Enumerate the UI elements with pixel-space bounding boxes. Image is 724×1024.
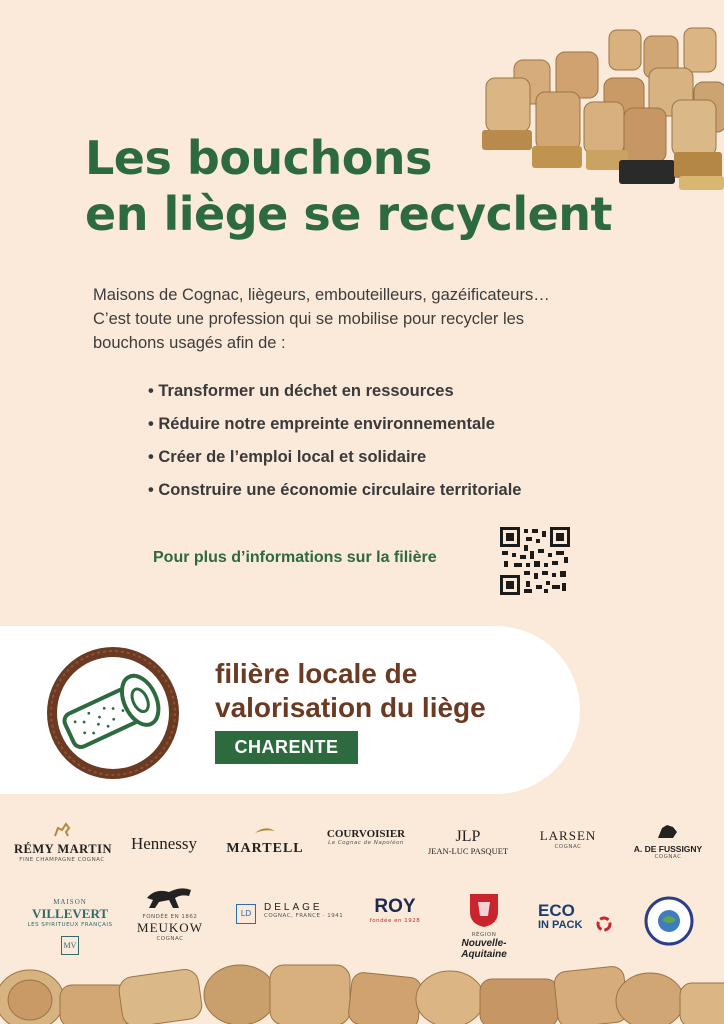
program-name-line-1: filière locale de	[215, 658, 418, 689]
list-item: • Construire une économie circulaire territoriale	[148, 477, 668, 510]
swift-icon	[254, 825, 276, 837]
delage-sub: COGNAC, FRANCE · 1941	[264, 913, 344, 919]
meukow-name: MEUKOW	[137, 920, 203, 935]
region-name-1: Nouvelle-	[461, 938, 507, 949]
delage-logo	[234, 902, 344, 919]
region-badge: CHARENTE	[215, 731, 358, 764]
page-title	[85, 130, 645, 242]
courvoisier-name: COURVOISIER	[326, 828, 406, 840]
roy-name: ROY	[374, 896, 416, 917]
region-name-2: Aquitaine	[461, 949, 507, 960]
villevert-name: VILLEVERT	[31, 906, 109, 921]
association-seal-icon	[644, 896, 694, 946]
panther-icon	[145, 884, 195, 910]
roy-sub: fondée en 1928	[369, 918, 421, 924]
nouvelle-aquitaine-logo	[448, 892, 520, 960]
goals-list	[148, 378, 668, 510]
jlp-name: JEAN-LUC PASQUET	[427, 846, 509, 856]
hennessy-name: Hennessy	[130, 834, 198, 853]
program-name-line-2: valorisation du liège	[215, 692, 486, 723]
program-name	[215, 657, 575, 725]
courvoisier-sub: Le Cognac de Napoléon	[328, 840, 404, 846]
roy-logo	[362, 896, 428, 924]
list-item: • Créer de l’emploi local et solidaire	[148, 444, 668, 477]
qr-code[interactable]	[500, 527, 570, 595]
intro-line-1: Maisons de Cognac, liègeurs, embouteilleurs, gazéificateurs…	[93, 286, 550, 304]
villevert-logo	[22, 898, 118, 955]
remy-martin-sub: FINE CHAMPAGNE COGNAC	[19, 857, 105, 863]
centaur-icon	[52, 822, 72, 838]
courvoisier-logo	[326, 828, 406, 846]
list-item: • Réduire notre empreinte environnementale	[148, 411, 668, 444]
remy-martin-logo	[14, 822, 110, 863]
martell-name: MARTELL	[226, 841, 304, 856]
eco-in-pack-name-2: IN PACK	[538, 919, 583, 931]
villevert-monogram: MV	[61, 936, 80, 955]
martell-logo	[222, 822, 308, 857]
recycle-icon	[596, 916, 612, 932]
hennessy-logo	[124, 834, 204, 854]
jlp-monogram: JLP	[455, 828, 481, 845]
region-shield-icon	[468, 892, 500, 928]
eco-in-pack-logo	[538, 902, 618, 931]
fussigny-name: A. DE FUSSIGNY	[633, 844, 703, 854]
meukow-logo	[128, 884, 212, 942]
partner-logos	[0, 810, 724, 970]
remy-martin-name: RÉMY MARTIN	[14, 842, 112, 856]
more-info-text: Pour plus d’informations sur la filière	[153, 549, 437, 566]
list-item: • Transformer un déchet en ressources	[148, 378, 668, 411]
cork-logo-icon	[45, 645, 181, 781]
intro-line-3: bouchons usagés afin de :	[93, 334, 286, 352]
region-pre: RÉGION	[471, 932, 497, 938]
jean-luc-pasquet-logo	[424, 828, 512, 856]
title-line-2: en liège se recyclent	[85, 187, 613, 241]
fussigny-logo	[620, 822, 716, 860]
lion-icon	[655, 822, 681, 840]
eco-in-pack-name-1: ECO	[538, 901, 575, 920]
larsen-name: LARSEN	[539, 828, 597, 843]
title-line-1: Les bouchons	[85, 131, 432, 185]
fussigny-sub: COGNAC	[654, 854, 682, 860]
larsen-logo	[528, 828, 608, 850]
delage-name: DELAGE	[264, 902, 323, 913]
intro-paragraph	[93, 283, 653, 355]
corks-bottom-illustration	[0, 955, 724, 1024]
larsen-sub: COGNAC	[554, 844, 582, 850]
meukow-pre: FONDÉE EN 1862	[142, 914, 198, 920]
intro-line-2: C’est toute une profession qui se mobilise pour recycler les	[93, 310, 525, 328]
villevert-sub: LES SPIRITUEUX FRANÇAIS	[27, 922, 113, 928]
villevert-pre: MAISON	[53, 898, 87, 906]
meukow-sub: COGNAC	[156, 936, 184, 942]
delage-mark-icon: LD	[236, 904, 256, 924]
